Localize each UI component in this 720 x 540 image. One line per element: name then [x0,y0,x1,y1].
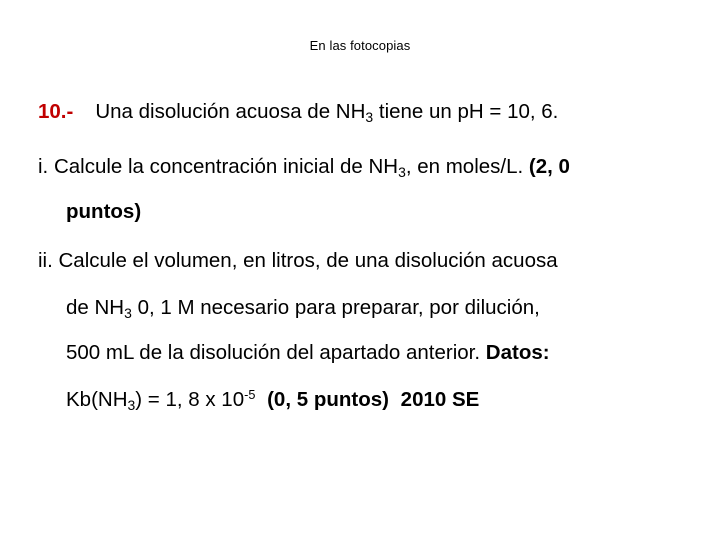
part-i-line-1 [38,155,570,180]
kb-value: ) = 1, 8 x 10 [135,388,245,411]
part-ii-subscript: 3 [124,304,132,321]
kb-subscript: 3 [127,396,136,413]
exam-source: 2010 SE [400,388,480,411]
problem-number: 10.- [38,100,74,123]
statement-subscript: 3 [365,108,374,125]
part-i-text: i. Calcule la concentración inicial de NH [38,155,399,178]
part-i-subscript: 3 [398,163,406,180]
part-ii-text-end: 0, 1 M necesario para preparar, por dilución, [131,296,540,319]
part-ii-line-1: ii. Calcule el volumen, en litros, de una disolución acuosa [38,249,558,272]
part-ii-line-4 [66,388,479,413]
part-i-points-end: puntos) [66,200,142,223]
datos-label: Datos: [485,341,550,364]
part-ii-points: (0, 5 puntos) [267,388,389,411]
header-note: En las fotocopias [309,38,411,53]
statement-text-end: tiene un pH = 10, 6. [373,100,559,123]
problem-statement [38,100,558,125]
part-ii-line-3-text: 500 mL de la disolución del apartado anterior. [66,341,486,364]
part-ii-line-2 [66,296,540,321]
part-i-text-end: , en moles/L. [405,155,529,178]
statement-text: Una disolución acuosa de NH [95,100,366,123]
part-ii-text: de NH [66,296,125,319]
part-ii-line-3 [66,341,550,366]
part-i-points-start: (2, 0 [528,155,570,178]
kb-text: Kb(NH [66,388,128,411]
kb-exponent: -5 [244,387,256,403]
